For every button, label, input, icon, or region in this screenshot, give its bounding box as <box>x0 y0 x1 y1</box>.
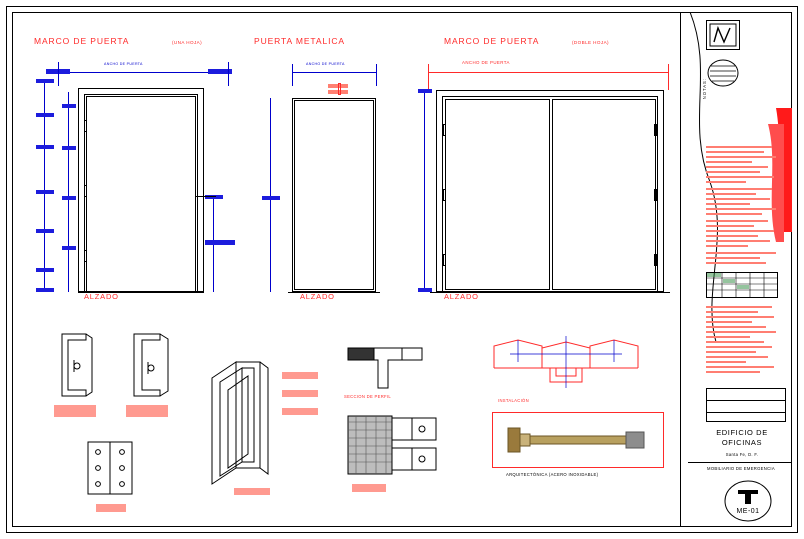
view-label-elev-1: ALZADO <box>84 292 119 301</box>
frame-isometric-detail <box>206 356 286 496</box>
dim-label-door-width-1: ANCHO DE PUERTA <box>104 62 143 66</box>
title-frame-double-note: (DOBLE HOJA) <box>572 40 609 45</box>
title-frame-single: MARCO DE PUERTA <box>34 36 130 46</box>
project-title-line-1: EDIFICIO DE <box>716 428 768 437</box>
sheet-code: ME-01 <box>736 508 760 515</box>
sheet-code-badge <box>724 480 772 522</box>
caption-hardware: ARQUITECTÓNICA (ACERO INOXIDABLE) <box>506 472 599 477</box>
dim-label-door-width-3: ANCHO DE PUERTA <box>462 60 510 65</box>
view-label-elev-3: ALZADO <box>444 292 479 301</box>
drawing-subject: MOBILIARIO DE EMERGENCIA <box>707 466 775 471</box>
project-title-line-2: OFICINAS <box>721 438 763 447</box>
caption-installation: INSTALACIÓN <box>498 398 529 403</box>
project-location: Santa Fe, D. F. <box>725 452 759 457</box>
view-label-elev-2: ALZADO <box>300 292 335 301</box>
logo-icon <box>708 22 738 48</box>
hinge-detail <box>82 438 138 500</box>
notes-label: NOTAS: <box>702 78 707 100</box>
schedule-table <box>706 272 778 298</box>
title-frame-single-note: (UNA HOJA) <box>172 40 203 45</box>
title-frame-double: MARCO DE PUERTA <box>444 36 540 46</box>
title-metal-door: PUERTA METALICA <box>254 36 345 46</box>
profile-detail-left-b <box>124 330 184 400</box>
profile-detail-left-a <box>52 330 112 400</box>
seal-icon <box>706 58 740 88</box>
installation-detail <box>490 332 670 396</box>
hardware-image <box>500 420 656 460</box>
wall-section-detail <box>344 412 440 480</box>
caption-profile-section: SECCION DE PERFIL <box>344 394 391 399</box>
dim-label-door-width-2: ANCHO DE PUERTA <box>306 62 345 66</box>
profile-section-detail <box>344 344 430 392</box>
